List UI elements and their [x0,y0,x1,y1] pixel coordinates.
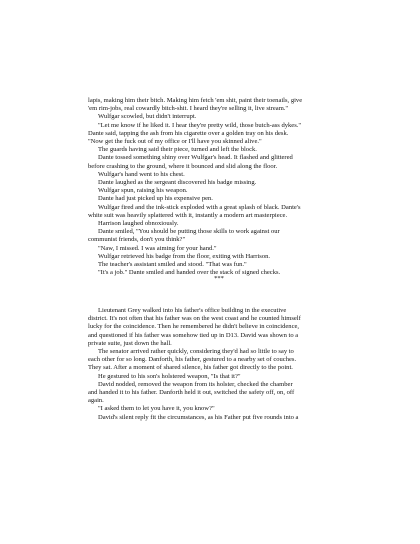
text-line: private suite, just down the hall. [88,339,172,347]
text-line: Dante smiled, "You should be putting those skills to work against our [98,228,280,236]
text-line: and handed it to his father. Danforth held it out, switched the safety off, on, off [88,389,295,397]
text-line: "Let me know if he liked it. I hear they're pretty wild, those butch-ass dykes." [98,121,302,129]
text-line: Wulfgar's hand went to his chest. [98,170,185,178]
text-line: 'em rim-jobs, real cowardly bitch-shit. I heard they're selling it, live stream." [88,105,289,113]
text-line: lucky for the coincidence. Then he remembered he didn't believe in coincidence, [88,323,300,331]
text-line: Dante laughed as the sergeant discovered his badge missing. [98,179,257,187]
text-line: lapis, making him their bitch. Making him fetch 'em shit, paint their toenails, give [88,97,303,104]
text-line: again. [88,397,104,405]
text-line: before crashing to the ground, where it bounced and slid along the floor. [88,162,278,170]
text-section-top [88,97,350,277]
text-line: Dante had just picked up his expensive pen. [98,195,213,203]
text-line: Lieutenant Grey walked into his father's office building in the executive [98,307,287,314]
text-line: "Now get the fuck out of my office or I'll have you skinned alive." [88,138,262,146]
scene-break: *** [214,275,224,282]
text-line: David's silent reply fit the circumstances, as his Father put five rounds into a [98,413,299,421]
text-line: Dante tossed something shiny over Wulfgar's head. It flashed and glittered [98,154,293,162]
text-line: district. It's not often that his father was on the west coast and he counted himself [88,315,301,323]
text-line: The senator arrived rather quickly, considering they'd had so little to say to [98,348,294,356]
text-line: "Naw, I missed. I was aiming for your hand." [98,244,217,252]
text-line: They sat. After a moment of shared silence, his father got directly to the point. [88,364,293,372]
text-line: Dante said, tapping the ash from his cigarette over a golden tray on his desk. [88,129,289,137]
text-line: Wulfgar retrieved his badge from the floor, exiting with Harrison. [98,252,271,260]
text-line: Wulfgar spun, raising his weapon. [98,187,188,195]
text-line: David nodded, removed the weapon from its holster, checked the chamber [98,380,293,388]
text-line: Harrison laughed obnoxiously. [98,220,179,228]
text-line: Wulfgar fired and the ink-stick exploded with a great splash of black. Dante's [98,203,301,211]
text-line: "I asked them to let you have it, you know?" [98,405,215,413]
text-line: Wulfgar scowled, but didn't interrupt. [98,113,197,121]
text-line: The teacher's assistant smiled and stood. "That was fun." [98,261,247,269]
text-line: The guards having said their piece, turned and left the block. [98,146,257,154]
text-line: and questioned if his father was somehow tied up in D13. David was shown to a [88,331,299,339]
text-line: He gestured to his son's holstered weapon, "Is that it?" [98,372,241,380]
text-line: "It's a job." Dante smiled and handed over the stack of signed checks. [98,269,281,277]
text-line: white suit was heavily splattered with it, instantly a modern art masterpiece. [88,211,288,219]
text-section-bottom [88,307,350,422]
text-line: communist friends, don't you think?" [88,236,186,244]
text-line: each other for so long. Danforth, his father, gestured to a nearby set of couches. [88,356,297,364]
